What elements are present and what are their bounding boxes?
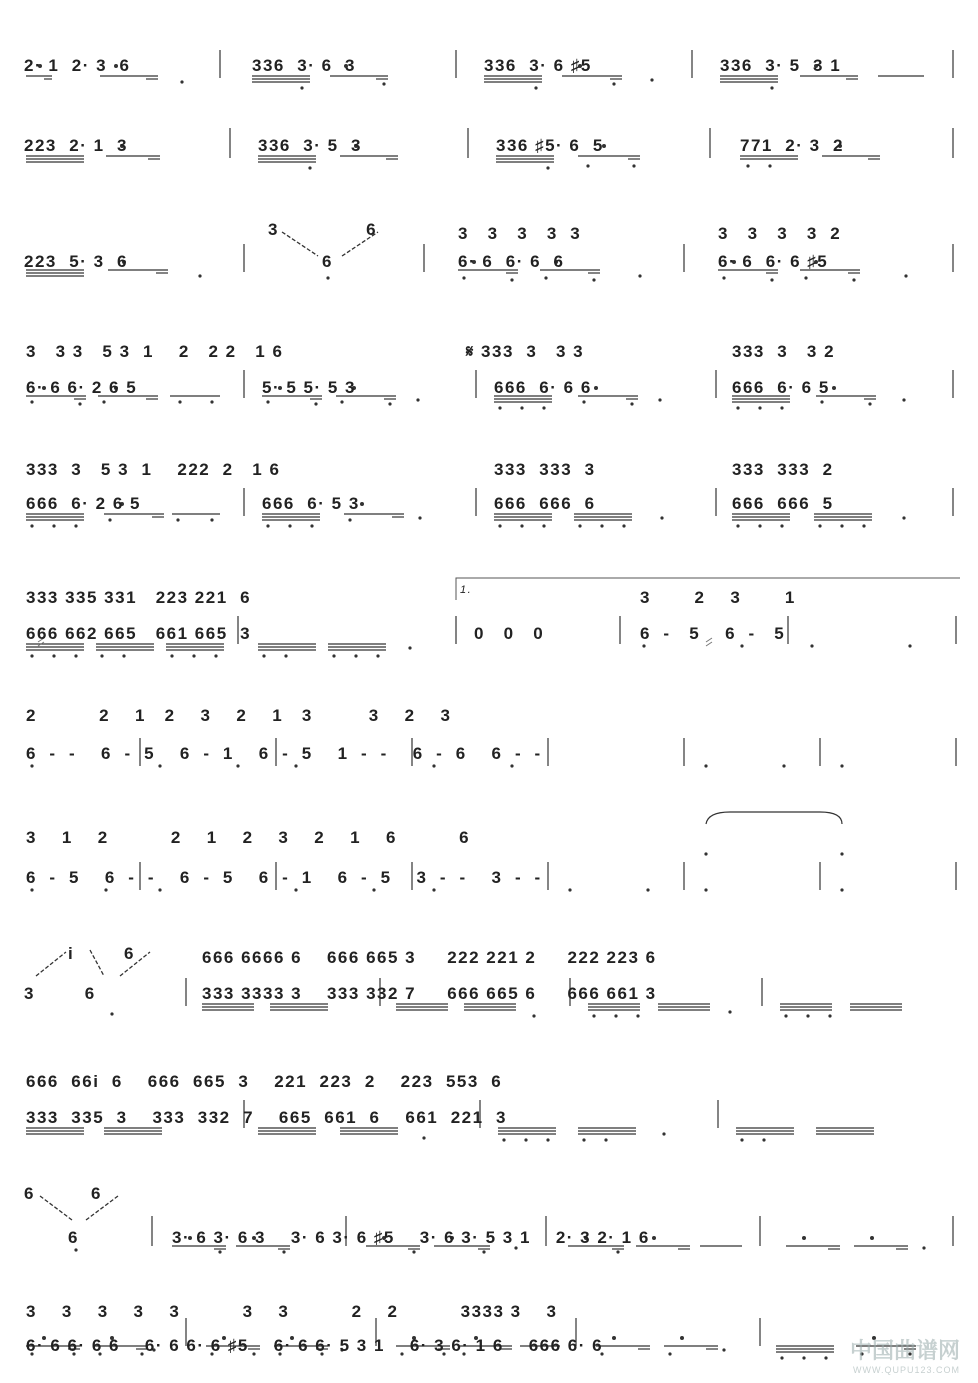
score-row-5-upper-c: 333 333 2	[732, 460, 834, 479]
score-row-7-lower: 6 - - 6 - 5 6 - 1 6 - 5 1 - - 6 - 6 6 - -	[26, 744, 542, 763]
score-row-2-m3: 336 ♯5· 6 5	[496, 136, 604, 155]
watermark-logo	[850, 1334, 960, 1375]
score-row-3-upper-a: 3 6	[268, 220, 378, 239]
score-row-5-m2: 666 6· 5 3	[262, 494, 360, 513]
score-row-3-m4: 6· 6 6· 6 ♯5	[718, 252, 829, 271]
score-row-2-m1: 223 2· 1 3	[24, 136, 129, 155]
score-row-3-m3: 6· 6 6· 6 6	[458, 252, 565, 271]
volta-label: 1.	[460, 584, 473, 596]
score-row-7-upper: 2 2 1 2 3 2 1 3 3 2 3	[26, 706, 452, 725]
score-row-5-upper: 333 3 5 3 1 222 2 1 6	[26, 460, 281, 479]
score-row-6-m2: 0 0 0	[474, 624, 545, 643]
score-row-8-upper: 3 1 2 2 1 2 3 2 1 6 6	[26, 828, 471, 847]
score-row-5-m4: 666 666 5	[732, 494, 834, 513]
score-row-9-lower-a: 3 6	[24, 984, 96, 1003]
score-row-4-upper-c: 333 3 3 2	[732, 342, 836, 361]
score-row-4-m1: 6· 6 6· 2 6 5	[26, 378, 138, 397]
score-row-1-m3: 336 3· 6 ♯5	[484, 56, 592, 75]
score-row-9-upper-a: i 6	[68, 944, 135, 963]
score-row-6-m1: 666 662 665 661 665 3	[26, 624, 252, 643]
score-row-11-upper: 6 6	[24, 1184, 102, 1203]
score-row-4-m3: 666 6· 6 6	[494, 378, 592, 397]
score-row-1-m2: 336 3· 6 3	[252, 56, 357, 75]
watermark-text: 中国曲谱网	[849, 1338, 960, 1363]
score-row-3-m1: 223 5· 3 6	[24, 252, 129, 271]
score-row-3-upper-c: 3 3 3 3 2	[718, 224, 842, 243]
score-row-6-upper: 333 335 331 223 221 6	[26, 588, 252, 607]
score-row-6-m3: 6 - 5 6 - 5	[640, 624, 786, 643]
score-row-5-upper-b: 333 333 3	[494, 460, 596, 479]
score-row-6-upper-b: 3 2 3 1	[640, 588, 796, 607]
score-row-5-m1: 666 6· 2 6 5	[26, 494, 141, 513]
watermark-url: WWW.QUPU123.COM	[852, 1365, 960, 1375]
score-row-11-m1: 6	[68, 1228, 79, 1247]
score-row-1-m4: 336 3· 5 3 1	[720, 56, 842, 75]
score-row-1-lower: 2· 1 2· 3 6	[24, 56, 131, 75]
score-row-4-m2: 5· 5 5· 5 3	[262, 378, 356, 397]
score-row-9-lower-b: 333 3333 3 333 332 7 666 665 6 666 661 3	[202, 984, 657, 1003]
score-row-2-m2: 336 3· 5 3	[258, 136, 363, 155]
score-row-2-m4: 771 2· 3 2	[740, 136, 845, 155]
score-row-3-m2: 6	[322, 252, 333, 271]
score-row-10-lower: 333 335 3 333 332 7 665 661 6 661 221 3	[26, 1108, 507, 1127]
score-row-4-upper-b: 𝄋 333 3 3 3	[466, 342, 585, 361]
score-row-3-upper-b: 3 3 3 3 3	[458, 224, 582, 243]
score-row-9-upper-b: 666 6666 6 666 665 3 222 221 2 222 223 6	[202, 948, 657, 967]
score-row-12-upper: 3 3 3 3 3 3 3 2 2 3333 3 3	[26, 1302, 558, 1321]
score-row-4-upper: 3 3 3 5 3 1 2 2 2 1 6	[26, 342, 284, 361]
score-row-10-upper: 666 66i 6 666 665 3 221 223 2 223 553 6	[26, 1072, 503, 1091]
score-row-12-lower: 6· 6 6· 6 6 6· 6 6· 6 ♯5 6· 6 6· 5 3 1 6· 3 6· 1 6 666 6· 6	[26, 1336, 604, 1355]
score-row-11-m2: 3· 6 3· 6 3 3· 6 3· 6 ♯5 3· 6 3· 5 3 1 2· 3 2· 1 6	[172, 1228, 650, 1247]
score-row-5-m3: 666 666 6	[494, 494, 596, 513]
score-row-4-m4: 666 6· 6 5	[732, 378, 830, 397]
score-row-8-lower: 6 - 5 6 - - 6 - 5 6 - 1 6 - 5 3 - - 3 - -	[26, 868, 542, 887]
